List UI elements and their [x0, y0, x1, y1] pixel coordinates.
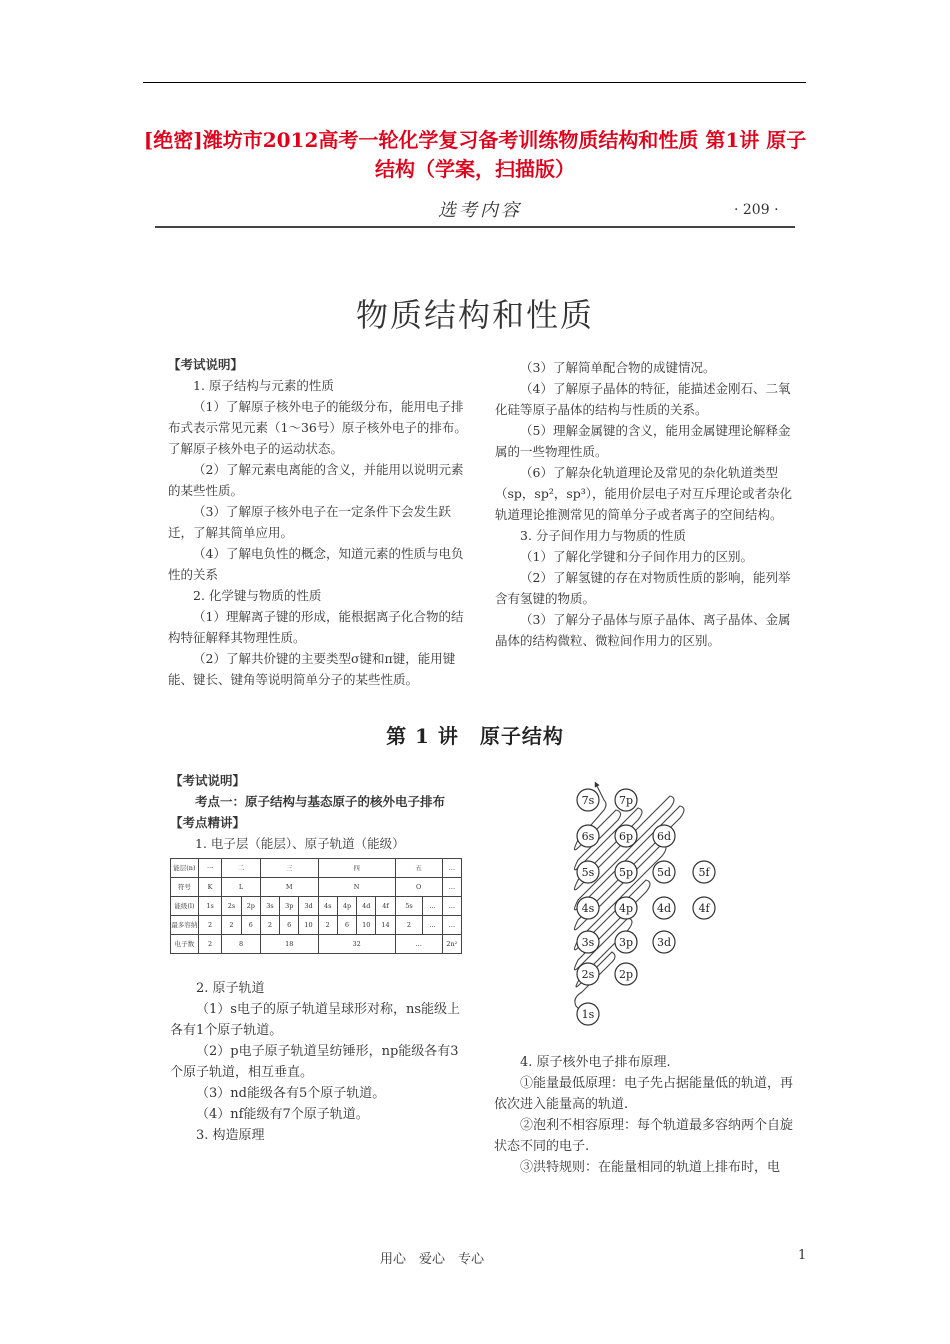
table-cell: 10: [299, 916, 318, 935]
svg-text:7p: 7p: [618, 794, 634, 807]
rule-item: ①能量最低原理：电子先占据能量低的轨道，再依次进入能量高的轨道.: [494, 1076, 794, 1112]
svg-text:5d: 5d: [656, 866, 672, 879]
table-cell: 18: [260, 935, 318, 954]
syllabus-topic: 2. 化学键与物质的性质: [193, 588, 322, 603]
table-row: [171, 935, 462, 954]
table-cell: …: [442, 878, 461, 897]
lecture-intro: [170, 770, 470, 854]
section-title: 第 1 讲 原子结构: [386, 724, 564, 748]
table-cell: 四: [318, 859, 395, 878]
syllabus-left-column: [168, 354, 468, 690]
orbital-notes: [170, 978, 468, 1146]
table-cell: 32: [318, 935, 395, 954]
subsection-heading: 3. 构造原理: [196, 1128, 265, 1143]
rule-item: ②泡利不相容原理：每个轨道最多容纳两个自旋状态不同的电子.: [494, 1118, 794, 1154]
orbital-5p: [615, 861, 637, 883]
syllabus-item: （4）了解电负性的概念，知道元素的性质与电负性的关系: [168, 546, 464, 582]
orbital-4p: [615, 897, 637, 919]
svg-text:5f: 5f: [698, 866, 710, 879]
svg-text:1s: 1s: [581, 1008, 595, 1021]
svg-text:4f: 4f: [698, 902, 710, 915]
syllabus-topic: 3. 分子间作用力与物质的性质: [520, 528, 686, 543]
table-cell: 2p: [241, 897, 260, 916]
table-cell: L: [222, 878, 261, 897]
orbital-5d: [653, 861, 675, 883]
key-point-detail-heading: 【考点精讲】: [170, 815, 246, 830]
shell-table: [170, 858, 462, 954]
header-rule: [155, 226, 795, 228]
orbital-6s: [577, 825, 599, 847]
table-row: [171, 916, 462, 935]
svg-text:5p: 5p: [618, 866, 634, 879]
syllabus-item: （1）理解离子键的形成，能根据离子化合物的结构特征解释其物理性质。: [168, 609, 464, 645]
header-page-number: · 209 ·: [734, 202, 779, 218]
footer-slogan: 用心 爱心 专心: [380, 1252, 485, 1267]
svg-text:3d: 3d: [656, 936, 672, 949]
syllabus-item: （3）了解简单配合物的成键情况。: [520, 360, 716, 375]
svg-text:6p: 6p: [618, 830, 634, 843]
orbital-5f: [693, 861, 715, 883]
svg-text:2s: 2s: [581, 968, 595, 981]
syllabus-heading: 【考试说明】: [168, 357, 244, 372]
table-cell: 能层(n): [171, 859, 199, 878]
orbital-6p: [615, 825, 637, 847]
table-row: [171, 878, 462, 897]
svg-text:4d: 4d: [656, 902, 672, 915]
electron-rules: [494, 1052, 794, 1178]
orbital-7s: [577, 789, 599, 811]
table-cell: 2: [198, 935, 222, 954]
table-cell: …: [423, 916, 442, 935]
table-cell: 5s: [395, 897, 423, 916]
syllabus-item: （2）了解氢键的存在对物质性质的影响，能列举含有氢键的物质。: [495, 570, 791, 606]
orbital-5s: [577, 861, 599, 883]
aufbau-diagram: [558, 770, 738, 1030]
table-cell: …: [442, 916, 461, 935]
table-cell: 4s: [318, 897, 337, 916]
orbital-item: （4）nf能级有7个原子轨道。: [196, 1107, 369, 1122]
table-cell: 2: [395, 916, 423, 935]
syllabus-item: （1）了解化学键和分子间作用力的区别。: [520, 549, 753, 564]
syllabus-item: （2）了解共价键的主要类型σ键和π键，能用键能、键长、键角等说明简单分子的某些性质。: [168, 651, 456, 687]
table-cell: 一: [198, 859, 222, 878]
orbital-7p: [615, 789, 637, 811]
orbital-4s: [577, 897, 599, 919]
table-cell: 2: [318, 916, 337, 935]
table-cell: 6: [241, 916, 260, 935]
syllabus-topic: 1. 原子结构与元素的性质: [193, 378, 334, 393]
header-banner: 选考内容: [438, 200, 522, 221]
footer-page-number: 1: [798, 1248, 807, 1263]
table-cell: 6: [280, 916, 299, 935]
electron-shell-table: [170, 858, 462, 954]
syllabus-item: （2）了解元素电离能的含义，并能用以说明元素的某些性质。: [168, 462, 464, 498]
document-title: [绝密]潍坊市2012高考一轮化学复习备考训练物质结构和性质 第1讲 原子结构（学案，扫描版）: [143, 128, 807, 181]
table-row: [171, 859, 462, 878]
svg-text:3p: 3p: [618, 936, 634, 949]
rule-item: ③洪特规则：在能量相同的轨道上排布时，电: [520, 1160, 781, 1175]
subsection-heading: 2. 原子轨道: [196, 981, 265, 996]
table-cell: 2n²: [442, 935, 461, 954]
table-cell: 五: [395, 859, 442, 878]
table-cell: 三: [260, 859, 318, 878]
table-cell: …: [442, 859, 461, 878]
orbital-3d: [653, 931, 675, 953]
table-cell: 4d: [357, 897, 376, 916]
orbital-nodes: [577, 789, 715, 1025]
svg-text:4p: 4p: [618, 902, 634, 915]
orbital-2s: [577, 963, 599, 985]
table-cell: 2: [198, 916, 222, 935]
exam-heading: 【考试说明】: [170, 773, 246, 788]
orbital-2p: [615, 963, 637, 985]
syllabus-right-column: [495, 357, 795, 651]
orbital-4d: [653, 897, 675, 919]
table-cell: 10: [357, 916, 376, 935]
svg-text:3s: 3s: [581, 936, 595, 949]
table-cell: …: [423, 897, 442, 916]
orbital-item: （1）s电子的原子轨道呈球形对称，ns能级上各有1个原子轨道。: [170, 1002, 460, 1038]
top-rule: [143, 82, 806, 83]
table-cell: 8: [222, 935, 261, 954]
syllabus-item: （1）了解原子核外电子的能级分布，能用电子排布式表示常见元素（1～36号）原子核外电子的排布。了解原子核外电子的运动状态。: [168, 399, 467, 456]
main-title: 物质结构和性质: [355, 296, 594, 334]
table-cell: …: [395, 935, 442, 954]
table-cell: 2: [222, 916, 241, 935]
table-cell: 1s: [198, 897, 222, 916]
orbital-1s: [577, 1003, 599, 1025]
orbital-4f: [693, 897, 715, 919]
table-cell: 符号: [171, 878, 199, 897]
table-row: [171, 897, 462, 916]
table-cell: …: [442, 897, 461, 916]
key-point-heading: 考点一：原子结构与基态原子的核外电子排布: [195, 794, 446, 809]
table-cell: 能级(l): [171, 897, 199, 916]
orbital-3p: [615, 931, 637, 953]
table-cell: 3s: [260, 897, 279, 916]
orbital-3s: [577, 931, 599, 953]
svg-text:7s: 7s: [581, 794, 595, 807]
syllabus-item: （3）了解原子核外电子在一定条件下会发生跃迁，了解其简单应用。: [168, 504, 451, 540]
table-cell: 2: [260, 916, 279, 935]
table-cell: 14: [376, 916, 395, 935]
syllabus-item: （4）了解原子晶体的特征，能描述金刚石、二氧化硅等原子晶体的结构与性质的关系。: [495, 381, 791, 417]
svg-text:6d: 6d: [656, 830, 672, 843]
table-cell: 3d: [299, 897, 318, 916]
syllabus-item: （5）理解金属键的含义，能用金属键理论解释金属的一些物理性质。: [495, 423, 791, 459]
table-cell: 4p: [337, 897, 356, 916]
svg-text:2p: 2p: [618, 968, 634, 981]
table-cell: 最多容纳: [171, 916, 199, 935]
table-cell: 4f: [376, 897, 395, 916]
svg-text:4s: 4s: [581, 902, 595, 915]
svg-text:5s: 5s: [581, 866, 595, 879]
table-cell: N: [318, 878, 395, 897]
table-cell: 3p: [280, 897, 299, 916]
orbital-item: （2）p电子原子轨道呈纺锤形，np能级各有3个原子轨道，相互垂直。: [170, 1044, 459, 1080]
subsection-heading: 4. 原子核外电子排布原理.: [520, 1055, 671, 1070]
syllabus-item: （6）了解杂化轨道理论及常见的杂化轨道类型（sp，sp²，sp³），能用价层电子对互斥理论或者杂化轨道理论推测常见的简单分子或者离子的空间结构。: [495, 465, 793, 522]
orbital-6d: [653, 825, 675, 847]
table-cell: 二: [222, 859, 261, 878]
table-cell: 6: [337, 916, 356, 935]
svg-text:6s: 6s: [581, 830, 595, 843]
table-cell: O: [395, 878, 442, 897]
table-cell: 电子数: [171, 935, 199, 954]
table-cell: 2s: [222, 897, 241, 916]
table-cell: K: [198, 878, 222, 897]
table-cell: M: [260, 878, 318, 897]
subsection-heading: 1. 电子层（能层）、原子轨道（能级）: [195, 836, 405, 851]
orbital-item: （3）nd能级各有5个原子轨道。: [196, 1086, 386, 1101]
syllabus-item: （3）了解分子晶体与原子晶体、离子晶体、金属晶体的结构微粒、微粒间作用力的区别。: [495, 612, 791, 648]
